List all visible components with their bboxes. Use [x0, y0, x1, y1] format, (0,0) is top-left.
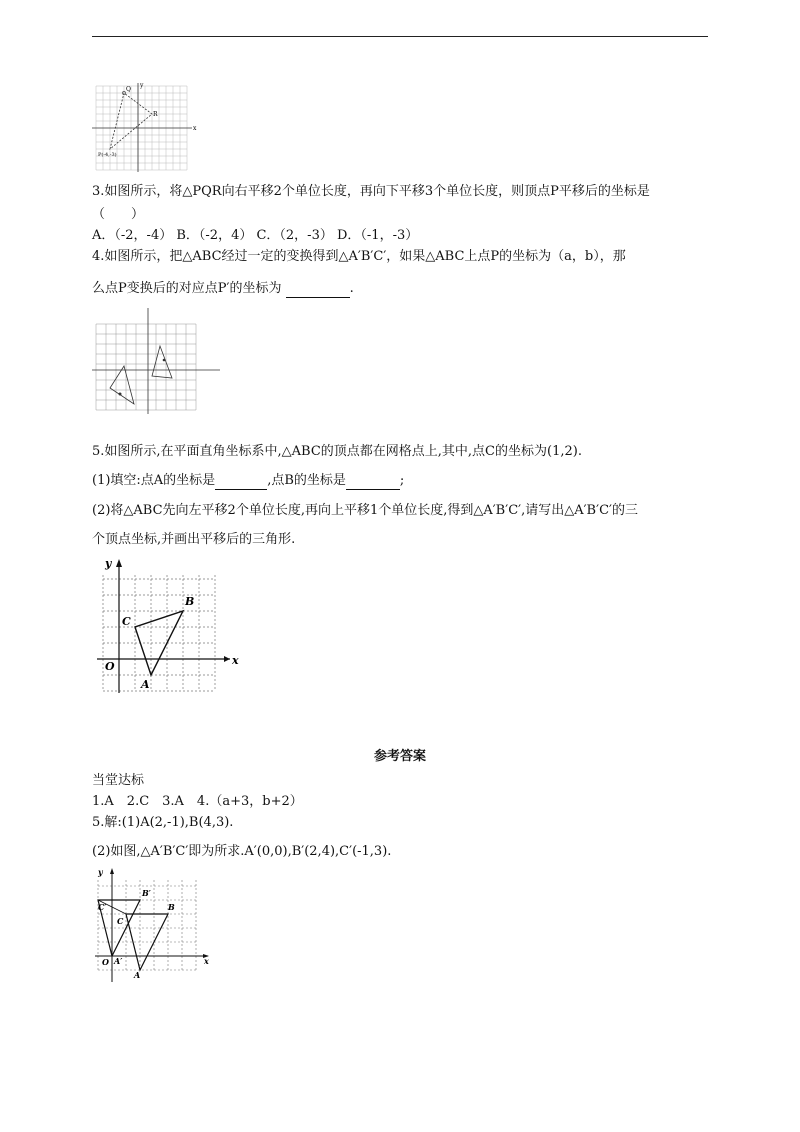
figure-pqr	[90, 82, 200, 174]
label-origin: O	[105, 660, 115, 673]
label-a-prime: A′	[114, 956, 123, 966]
q4-text-line2	[92, 281, 354, 298]
q5-answer-blank-a[interactable]	[215, 473, 267, 490]
q5-part1-c: ;	[399, 473, 405, 488]
q5-part1	[92, 473, 404, 490]
q5-part1-b: ,点B的坐标是	[267, 473, 346, 488]
q4-text-post: .	[349, 281, 354, 296]
label-y: y	[98, 867, 103, 877]
q5-part1-a: (1)填空:点A的坐标是	[92, 473, 216, 488]
answers-line2: 5.解:(1)A(2,-1),B(4,3).	[92, 815, 234, 830]
label-origin: O	[102, 957, 109, 967]
label-c: C	[122, 615, 131, 628]
label-x: x	[193, 125, 197, 132]
label-y: y	[140, 82, 144, 89]
label-a: A	[141, 678, 150, 691]
answers-line1: 1.A 2.C 3.A 4.（a+3，b+2）	[92, 794, 303, 809]
answers-line3: (2)如图,△A′B′C′即为所求.A′(0,0),B′(2,4),C′(-1,3).	[92, 844, 392, 859]
label-b: B	[168, 902, 175, 912]
label-x: x	[232, 654, 239, 667]
label-p: P(-4,-3)	[98, 152, 117, 158]
q4-answer-blank[interactable]	[286, 281, 350, 298]
figure-answer-5-svg	[92, 866, 216, 984]
q5-text: 5.如图所示,在平面直角坐标系中,△ABC的顶点都在网格点上,其中,点C的坐标为(1,2).	[92, 444, 582, 459]
answers-section: 当堂达标	[92, 773, 145, 788]
q5-part2-cont: 个顶点坐标,并画出平移后的三角形.	[92, 532, 296, 547]
q3-text: 3.如图所示，将△PQR向右平移2个单位长度，再向下平移3个单位长度，则顶点P平移后的坐标是	[92, 184, 650, 199]
label-c: C	[117, 916, 124, 926]
q4-text: 4.如图所示，把△ABC经过一定的变换得到△A′B′C′，如果△ABC上点P的坐标为（a，b），那	[92, 249, 626, 264]
label-c-prime: C′	[98, 902, 107, 912]
label-q: Q	[126, 86, 131, 93]
figure-answer-5	[92, 866, 216, 984]
figure-abc-transform-svg	[90, 304, 230, 416]
figure-q5-abc-svg	[92, 555, 244, 695]
q3-options: A．（-2，-4） B．（-2，4） C．（2，-3） D．（-1，-3）	[92, 228, 419, 243]
q5-part2: (2)将△ABC先向左平移2个单位长度,再向上平移1个单位长度,得到△A′B′C′,请写出△A′B′C′的三	[92, 503, 638, 518]
label-x: x	[204, 956, 209, 966]
q5-answer-blank-b[interactable]	[346, 473, 400, 490]
label-b: B	[185, 595, 195, 608]
label-r: R	[153, 111, 158, 118]
label-a: A	[134, 970, 141, 980]
figure-abc-transform	[90, 304, 230, 416]
q3-paren: （ ）	[92, 207, 145, 222]
q4-text-pre: 么点P变换后的对应点P′的坐标为	[92, 281, 282, 296]
label-b-prime: B′	[142, 888, 151, 898]
figure-pqr-svg	[90, 82, 200, 174]
label-y: y	[105, 557, 112, 570]
figure-q5-abc	[92, 555, 244, 695]
answers-title: 参考答案	[373, 749, 426, 764]
header-rule	[92, 36, 708, 37]
